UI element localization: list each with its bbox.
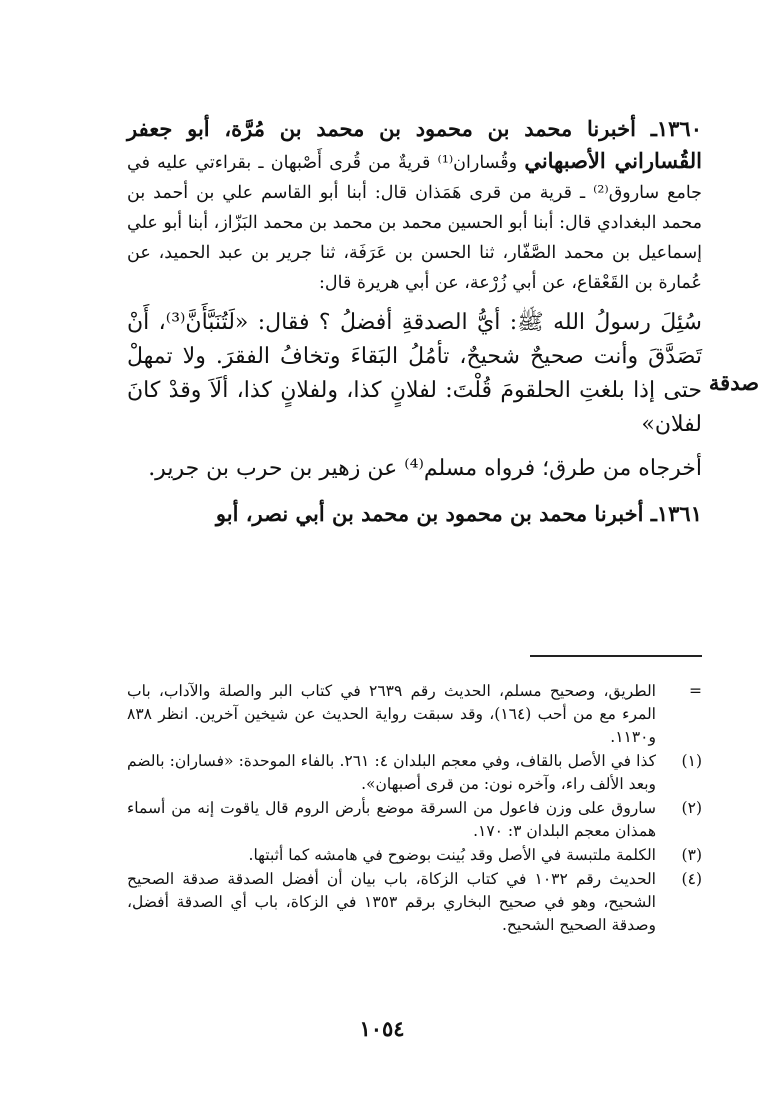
footnote-2 bbox=[127, 797, 702, 843]
footnote-continuation bbox=[127, 680, 702, 749]
footnote-text: كذا في الأصل بالقاف، وفي معجم البلدان ٤: ٢٦١. بالفاء الموحدة: «فساران: بالضم وبعد الألف راء، وآخره نون: من قرى أصبهان». bbox=[127, 752, 657, 793]
main-text-block bbox=[127, 114, 702, 530]
footnote-marker: (٣) bbox=[681, 846, 702, 864]
entry-1360-paragraph bbox=[127, 114, 702, 298]
footnote-marker: = bbox=[689, 682, 702, 700]
entry-1360-isnad: وقُساران⁽¹⁾ قريةٌ من قُرى أَصْبهان ـ بقراءتي عليه في جامع ساروق⁽²⁾ ـ قرية من قرى هَمَذان قال: أبنا أبو القاسم علي بن أحمد بن محمد البغدادي قال: أبنا أبو الحسين محمد بن محمد بن محمد البَزّاز، أبنا أبو علي إسماعيل بن محمد الصَّفّار، ثنا الحسن بن عَرَفَة، ثنا جرير بن عبد الحميد، عن عُمارة بن القَعْقاع، عن أبي زُرْعة، عن أبي هريرة قال: bbox=[127, 153, 702, 293]
footnote-text: الحديث رقم ١٠٣٢ في كتاب الزكاة، باب بيان أن أفضل الصدقة صدقة الصحيح الشحيح، وهو في صحيح البخاري برقم ١٣٥٣ في الزكاة، باب أي الصدقة أفضل، وصدقة الصحيح الشحيح. bbox=[127, 870, 656, 934]
footnote-divider bbox=[530, 655, 702, 657]
entry-1361-heading: ١٣٦١ـ أخبرنا محمد بن محمود بن محمد بن أبي نصر، أبو bbox=[215, 501, 702, 526]
takhrij-text: أخرجاه من طرق؛ فرواه مسلم⁽⁴⁾ عن زهير بن حرب بن جرير. bbox=[148, 456, 702, 481]
footnote-marker: (٢) bbox=[681, 799, 702, 817]
footnote-3 bbox=[127, 844, 702, 867]
footnote-marker: (١) bbox=[681, 752, 702, 770]
footnotes-block bbox=[127, 680, 702, 938]
footnote-1 bbox=[127, 750, 702, 796]
footnote-marker: (٤) bbox=[681, 870, 702, 888]
hadith-text: سُئِلَ رسولُ الله ﷺ: أيُّ الصدقةِ أفضلُ ؟ فقال: «لَتُنَبَّأَنَّ⁽³⁾، أَنْ تَصَدَّقَ وأنت صحيحٌ شحيحٌ، تأمُلُ البَقاءَ وتخافُ الفقرَ. ولا تمهلْ حتى إذا بلغتِ الحلقومَ قُلْتَ: لفلانٍ كذا، ولفلانٍ كذا، ألَاَ وقدْ كانَ لفلان» bbox=[127, 310, 702, 437]
footnote-text: ساروق على وزن فاعول من السرقة موضع بأرض الروم قال ياقوت إنه من أسماء همذان معجم البلدان ٣: ١٧٠. bbox=[127, 799, 656, 840]
footnote-4 bbox=[127, 868, 702, 937]
page-number: ١٠٥٤ bbox=[359, 1016, 405, 1041]
entry-1360-heading: ١٣٦٠ـ أخبرنا محمد بن محمود بن محمد بن مُرَّة، أبو جعفر القُساراني الأصبهاني bbox=[127, 116, 702, 173]
margin-note: صدقة bbox=[708, 370, 760, 395]
footnote-text: الطريق، وصحيح مسلم، الحديث رقم ٢٦٣٩ في كتاب البر والصلة والآداب، باب المرء مع من أحب (١٦٤)، وقد سبقت رواية الحديث عن شيخين آخرين. انظر ٨٣٨ و١١٣٠. bbox=[127, 682, 656, 746]
footnote-text: الكلمة ملتبسة في الأصل وقد بُينت بوضوح في هامشه كما أثبتها. bbox=[248, 846, 656, 864]
